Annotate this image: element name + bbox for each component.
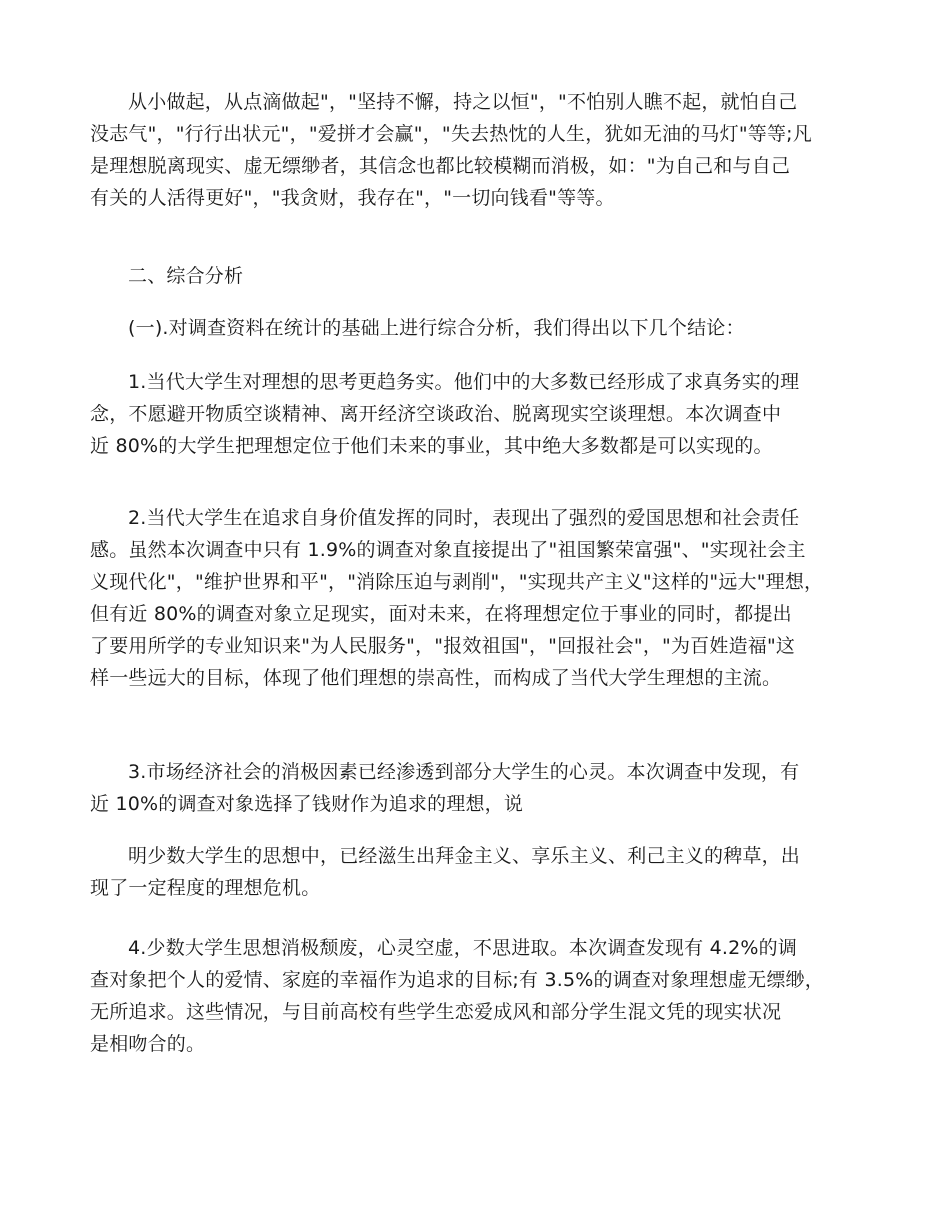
text-line: 感。虽然本次调查中只有 1.9%的调查对象直接提出了"祖国繁荣富强"、"实现社会主 bbox=[90, 539, 806, 561]
text-line: (一).对调查资料在统计的基础上进行综合分析，我们得出以下几个结论： bbox=[128, 317, 745, 339]
text-line: 是相吻合的。 bbox=[90, 1033, 206, 1055]
section-heading bbox=[90, 260, 860, 292]
paragraph-point-1 bbox=[90, 366, 860, 462]
text-line: 1.当代大学生对理想的思考更趋务实。他们中的大多数已经形成了求真务实的理 bbox=[128, 371, 800, 393]
paragraph-point-4 bbox=[90, 932, 860, 1060]
text-line: 近 80%的大学生把理想定位于他们未来的事业，其中绝大多数都是可以实现的。 bbox=[90, 435, 773, 457]
text-line: 近 10%的调查对象选择了钱财作为追求的理想，说 bbox=[90, 793, 524, 815]
text-line: 现了一定程度的理想危机。 bbox=[90, 877, 321, 899]
paragraph-subsection-intro bbox=[90, 312, 860, 344]
text-line: 义现代化"，"维护世界和平"，"消除压迫与剥削"，"实现共产主义"这样的"远大"理想， bbox=[90, 571, 824, 593]
text-line: 无所追求。这些情况，与目前高校有些学生恋爱成风和部分学生混文凭的现实状况 bbox=[90, 1001, 782, 1023]
text-line: 查对象把个人的爱情、家庭的幸福作为追求的目标;有 3.5%的调查对象理想虚无缥缈， bbox=[90, 969, 824, 991]
paragraph-point-3 bbox=[90, 756, 860, 820]
paragraph-point-2 bbox=[90, 502, 860, 694]
text-line: 是理想脱离现实、虚无缥缈者，其信念也都比较模糊而消极，如："为自己和与自己 bbox=[90, 155, 791, 177]
text-line: 2.当代大学生在追求自身价值发挥的同时，表现出了强烈的爱国思想和社会责任 bbox=[128, 507, 800, 529]
text-line: 有关的人活得更好"，"我贪财，我存在"，"一切向钱看"等等。 bbox=[90, 187, 615, 209]
heading-text: 二、综合分析 bbox=[128, 265, 244, 287]
text-line: 没志气"，"行行出状元"，"爱拼才会赢"，"失去热忱的人生，犹如无油的马灯"等等;凡 bbox=[90, 123, 812, 145]
text-line: 了要用所学的专业知识来"为人民服务"，"报效祖国"，"回报社会"，"为百姓造福"这 bbox=[90, 635, 796, 657]
text-line: 念，不愿避开物质空谈精神、离开经济空谈政治、脱离现实空谈理想。本次调查中 bbox=[90, 403, 782, 425]
text-line: 样一些远大的目标，体现了他们理想的崇高性，而构成了当代大学生理想的主流。 bbox=[90, 667, 782, 689]
text-line: 从小做起，从点滴做起"，"坚持不懈，持之以恒"，"不怕别人瞧不起，就怕自己 bbox=[128, 91, 798, 113]
text-line: 但有近 80%的调查对象立足现实，面对未来，在将理想定位于事业的同时，都提出 bbox=[90, 603, 792, 625]
text-line: 4.少数大学生思想消极颓废，心灵空虚，不思进取。本次调查发现有 4.2%的调 bbox=[128, 937, 798, 959]
paragraph-intro-continued bbox=[90, 86, 860, 214]
paragraph-point-3-continued bbox=[90, 840, 860, 904]
text-line: 明少数大学生的思想中，已经滋生出拜金主义、享乐主义、利己主义的稗草，出 bbox=[128, 845, 801, 867]
text-line: 3.市场经济社会的消极因素已经渗透到部分大学生的心灵。本次调查中发现，有 bbox=[128, 761, 800, 783]
